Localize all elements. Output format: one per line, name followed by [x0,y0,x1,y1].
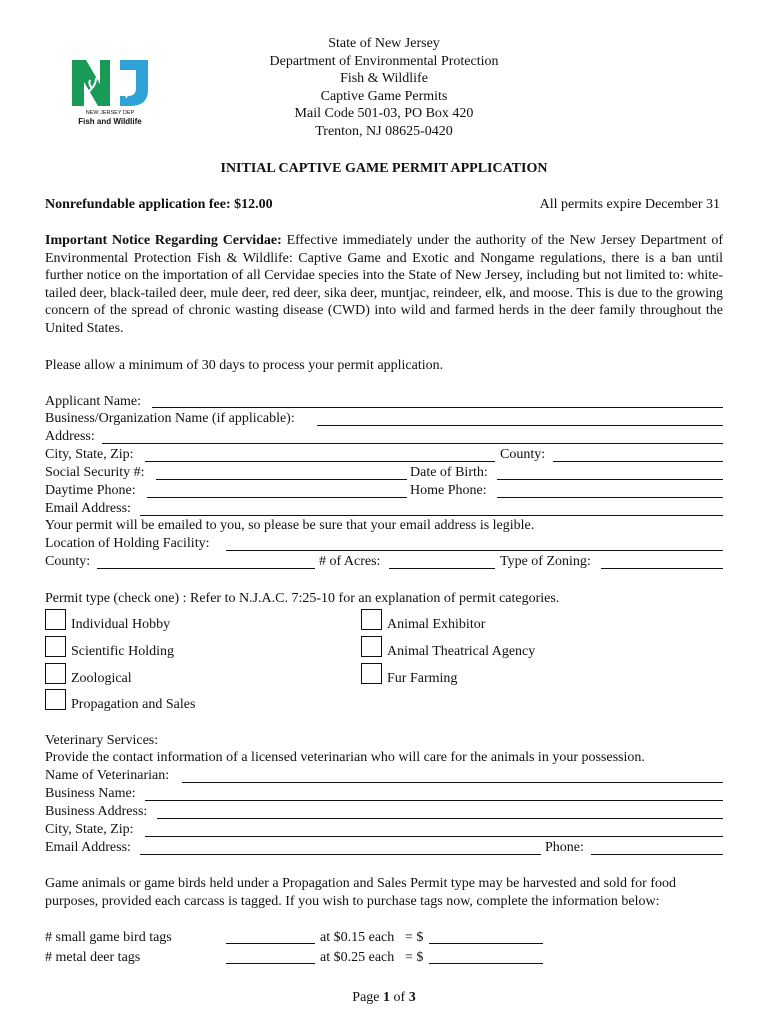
email-field[interactable] [140,515,723,516]
deer-tags-price: at $0.25 each [320,950,395,965]
form-title: INITIAL CAPTIVE GAME PERMIT APPLICATION [220,161,548,176]
option-zoological: Zoological [71,671,132,686]
bird-tags-equals: = $ [405,930,424,945]
checkbox-fur-farming[interactable] [361,663,382,684]
checkbox-zoological[interactable] [45,663,66,684]
option-individual-hobby: Individual Hobby [71,617,171,632]
zoning-field[interactable] [601,568,723,569]
ssn-field[interactable] [156,479,407,480]
dob-label: Date of Birth: [410,465,488,480]
vet-business-name-field[interactable] [145,800,723,801]
vet-business-address-field[interactable] [157,818,723,819]
cervidae-notice [45,232,723,337]
header-mail-code: Mail Code 501-03, PO Box 420 [294,106,474,122]
applicant-name-label: Applicant Name: [45,394,142,409]
vet-phone-label: Phone: [545,840,584,855]
bird-tags-price: at $0.15 each [320,930,395,945]
tags-intro: Game animals or game birds held under a Propagation and Sales Permit type may be harvested and sold for food purposes, provided each carcass is tagged. If you wish to purchase tags now, complete the information below: [45,876,676,909]
header-state: State of New Jersey [328,36,440,51]
vet-city-field[interactable] [145,836,723,837]
checkbox-animal-theatrical-agency[interactable] [361,636,382,657]
deer-tags-total-field[interactable] [429,963,543,964]
daytime-phone-field[interactable] [147,497,407,498]
page-prefix: Page [352,990,384,1005]
page-total: 3 [408,990,416,1005]
home-phone-field[interactable] [497,497,723,498]
email-label: Email Address: [45,501,131,516]
vet-name-field[interactable] [182,782,723,783]
acres-field[interactable] [389,568,495,569]
option-animal-theatrical-agency: Animal Theatrical Agency [387,644,536,659]
checkbox-individual-hobby[interactable] [45,609,66,630]
agency-header [0,35,768,141]
notice-body: Effective immediately under the authority of the New Jersey Department of Environmental Protection Fish & Wildlife: Captive Game and Exotic and Nongame regulations, there is a ban until further notice on the importation of all Cervidae species into the State of New Jersey, including but not limited to: white-tailed deer, black-tailed deer, mule deer, red deer, sika deer, muntjac, reindeer, elk, and moose. This is due to the growing concern of the spread of chronic wasting disease (CWD) into wild and farmed herds in the deer family throughout the United States. [45,233,723,336]
header-division: Fish & Wildlife [340,71,428,87]
page-number [0,989,768,1007]
daytime-phone-label: Daytime Phone: [45,483,136,498]
option-propagation-and-sales: Propagation and Sales [71,697,196,712]
vet-instructions: Provide the contact information of a licensed veterinarian who will care for the animals in your possession. [45,750,645,765]
vet-business-name-label: Business Name: [45,786,136,801]
deer-tags-label: # metal deer tags [45,950,141,965]
vet-heading: Veterinary Services: [45,733,159,748]
vet-email-label: Email Address: [45,840,131,855]
checkbox-propagation-and-sales[interactable] [45,689,66,710]
vet-city-label: City, State, Zip: [45,822,134,837]
vet-phone-field[interactable] [591,854,723,855]
zoning-label: Type of Zoning: [500,554,591,569]
page-of: of [390,990,409,1005]
county-label: County: [500,447,546,462]
city-state-zip-label: City, State, Zip: [45,447,134,462]
facility-county-field[interactable] [97,568,315,569]
application-fee: Nonrefundable application fee: $12.00 [45,197,273,212]
facility-county-label: County: [45,554,91,569]
dob-field[interactable] [497,479,723,480]
checkbox-scientific-holding[interactable] [45,636,66,657]
notice-heading: Important Notice Regarding Cervidae: [45,233,282,248]
deer-tags-equals: = $ [405,950,424,965]
header-city: Trenton, NJ 08625-0420 [315,123,453,139]
processing-note: Please allow a minimum of 30 days to process your permit application. [45,358,444,373]
applicant-name-field[interactable] [152,407,723,408]
option-fur-farming: Fur Farming [387,671,458,686]
holding-facility-label: Location of Holding Facility: [45,536,210,551]
option-animal-exhibitor: Animal Exhibitor [387,617,486,632]
logo-wordmark: NEW JERSEY DEP [85,110,135,116]
header-department: Department of Environmental Protection [269,53,499,69]
city-state-zip-field[interactable] [145,461,495,462]
option-scientific-holding: Scientific Holding [71,644,175,659]
bird-tags-quantity-field[interactable] [226,943,315,944]
checkbox-animal-exhibitor[interactable] [361,609,382,630]
deer-tags-quantity-field[interactable] [226,963,315,964]
vet-name-label: Name of Veterinarian: [45,768,170,783]
acres-label: # of Acres: [319,554,381,569]
holding-facility-field[interactable] [226,550,723,551]
logo-caption: Fish and Wildlife [78,117,142,126]
address-field[interactable] [102,443,723,444]
county-field[interactable] [553,461,723,462]
email-note: Your permit will be emailed to you, so please be sure that your email address is legible. [45,518,535,533]
address-label: Address: [45,429,95,444]
page-current: 1 [383,990,391,1005]
vet-email-field[interactable] [140,854,541,855]
bird-tags-total-field[interactable] [429,943,543,944]
business-name-field[interactable] [317,425,723,426]
permit-expiration: All permits expire December 31 [539,197,720,212]
bird-tags-label: # small game bird tags [45,930,172,945]
header-program: Captive Game Permits [320,88,448,104]
home-phone-label: Home Phone: [410,483,487,498]
permit-type-prompt: Permit type (check one) : Refer to N.J.A.C. 7:25-10 for an explanation of permit categories. [45,591,560,606]
ssn-label: Social Security #: [45,465,145,480]
vet-business-address-label: Business Address: [45,804,148,819]
business-name-label: Business/Organization Name (if applicable): [45,411,295,426]
